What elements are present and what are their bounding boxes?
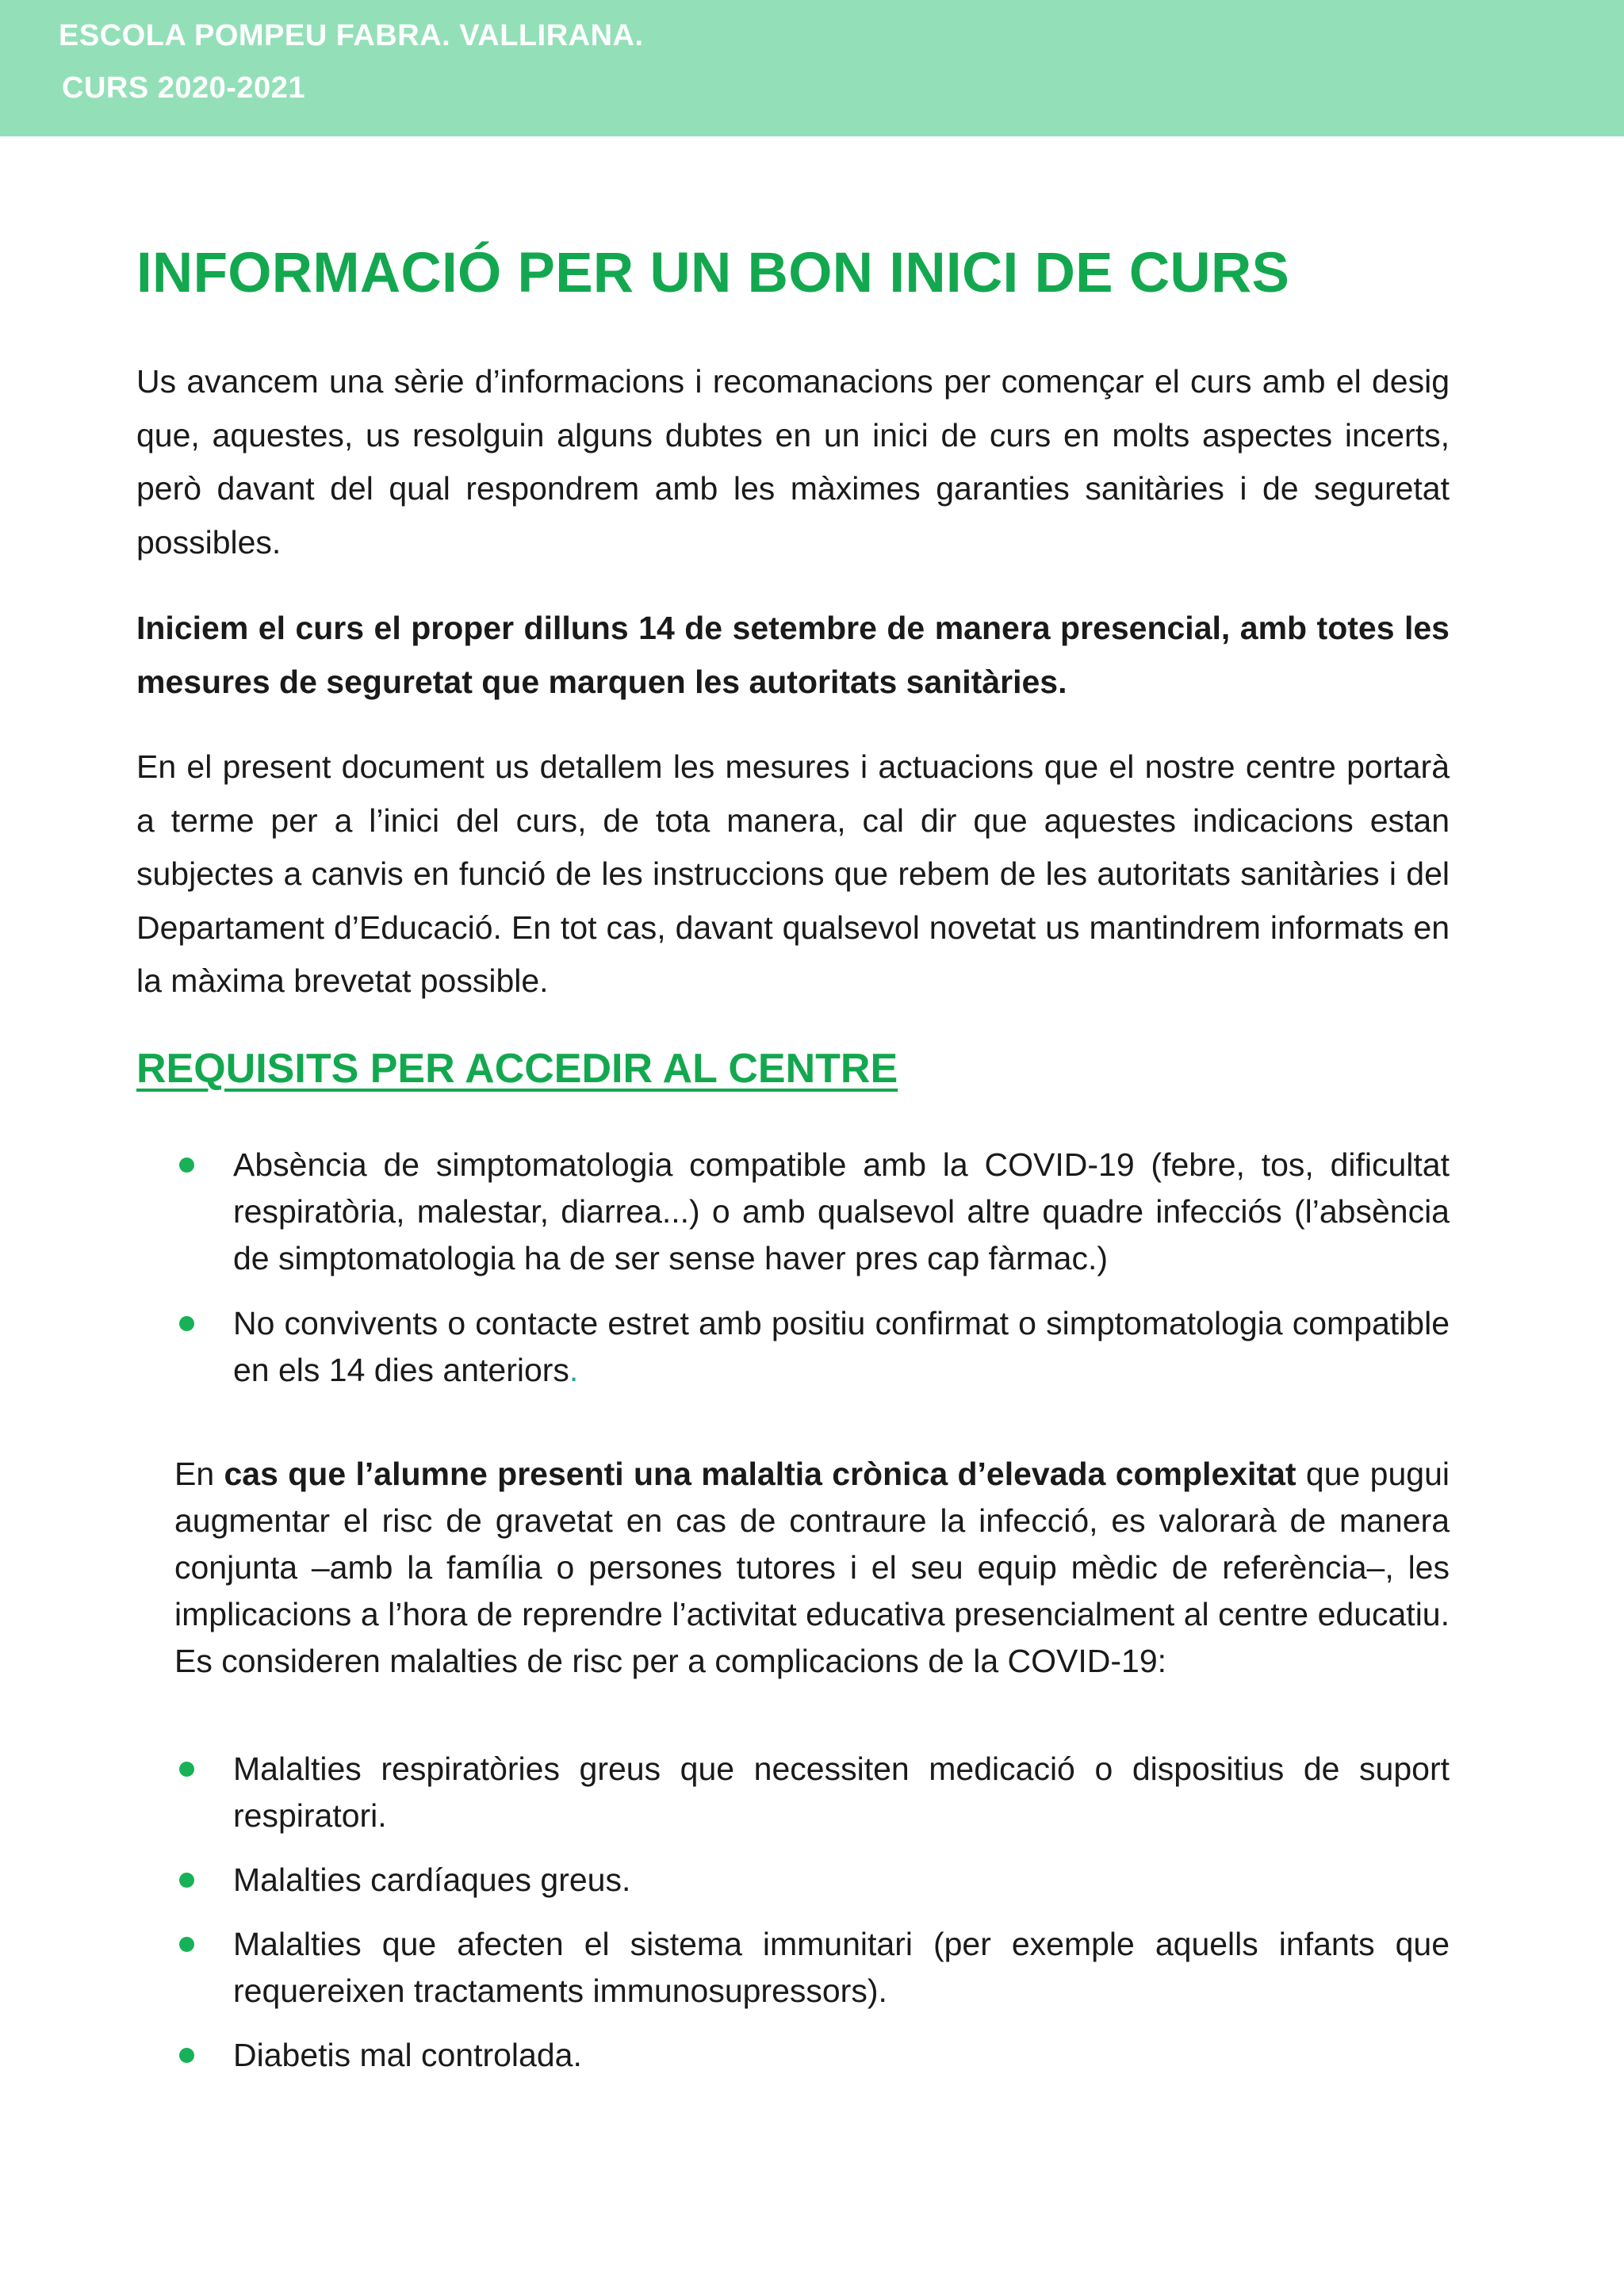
note-bold: cas que l’alumne presenti una malaltia crònica d’elevada complexitat [224, 1456, 1297, 1492]
teal-period: . [569, 1352, 579, 1388]
list-item-text: Malalties respiratòries greus que necessiten medicació o dispositius de suport respiratori. [233, 1751, 1450, 1834]
school-name: ESCOLA POMPEU FABRA. VALLIRANA. [59, 19, 644, 52]
list-item [0, 1857, 1450, 1904]
list-item [0, 2032, 1450, 2079]
list-item-text: Malalties cardíaques greus. [233, 1862, 631, 1898]
requirements-heading: REQUISITS PER ACCEDIR AL CENTRE [136, 1046, 898, 1092]
course-year: CURS 2020-2021 [62, 71, 305, 105]
list-item-text: Absència de simptomatologia compatible amb la COVID-19 (febre, tos, dificultat respiratòria, malestar, diarrea...) o amb qualsevol altre quadre infecciós (l’absència de simptomatologia ha de ser sense haver pres cap fàrmac.) [233, 1146, 1450, 1276]
list-item [0, 1746, 1450, 1839]
bullet-icon [179, 1762, 194, 1777]
requirements-list [0, 1142, 1624, 1412]
chronic-disease-note [174, 1451, 1450, 1685]
header-band [0, 0, 1624, 136]
note-rest: que pugui augmentar el risc de gravetat en cas de contraure la infecció, es valorarà de manera conjunta –amb la família o persones tutores i el seu equip mèdic de referència–, les implicacions a l’hora de reprendre l’activitat educativa presencialment al centre educatiu. Es consideren malalties de risc per a complicacions de la COVID-19: [174, 1456, 1450, 1679]
bullet-icon [179, 1316, 194, 1331]
document-scope-paragraph: En el present document us detallem les mesures i actuacions que el nostre centre portarà a terme per a l’inici del curs, de tota manera, cal dir que aquestes indicacions estan subjectes a canvis en funció de les instruccions que rebem de les autoritats sanitàries i del Departament d’Educació. En tot cas, davant qualsevol novetat us mantindrem informats en la màxima brevetat possible. [136, 748, 1450, 999]
bullet-icon [179, 1158, 194, 1173]
intro-paragraph: Us avancem una sèrie d’informacions i recomanacions per començar el curs amb el desig que, aquestes, us resolguin alguns dubtes en un inici de curs en molts aspectes incerts, però davant del qual respondrem amb les màximes garanties sanitàries i de seguretat possibles. [136, 363, 1450, 561]
bullet-icon [179, 1873, 194, 1888]
bullet-icon [179, 2048, 194, 2063]
list-item-text: No convivents o contacte estret amb positiu confirmat o simptomatologia compatible en els 14 dies anteriors [233, 1305, 1450, 1388]
bullet-icon [179, 1937, 194, 1952]
list-item-text: Diabetis mal controlada. [233, 2037, 582, 2073]
list-item-text: Malalties que afecten el sistema immunitari (per exemple aquells infants que requereixen tractaments immunosupressors). [233, 1926, 1450, 2009]
list-item [0, 1921, 1450, 2015]
list-item [0, 1142, 1450, 1282]
page-title: INFORMACIÓ PER UN BON INICI DE CURS [136, 242, 1290, 304]
list-item [0, 1300, 1450, 1394]
note-lead: En [174, 1456, 224, 1492]
start-notice-paragraph: Iniciem el curs el proper dilluns 14 de setembre de manera presencial, amb totes les mesures de seguretat que marquen les autoritats sanitàries. [136, 610, 1450, 700]
risk-diseases-list [0, 1746, 1624, 2096]
